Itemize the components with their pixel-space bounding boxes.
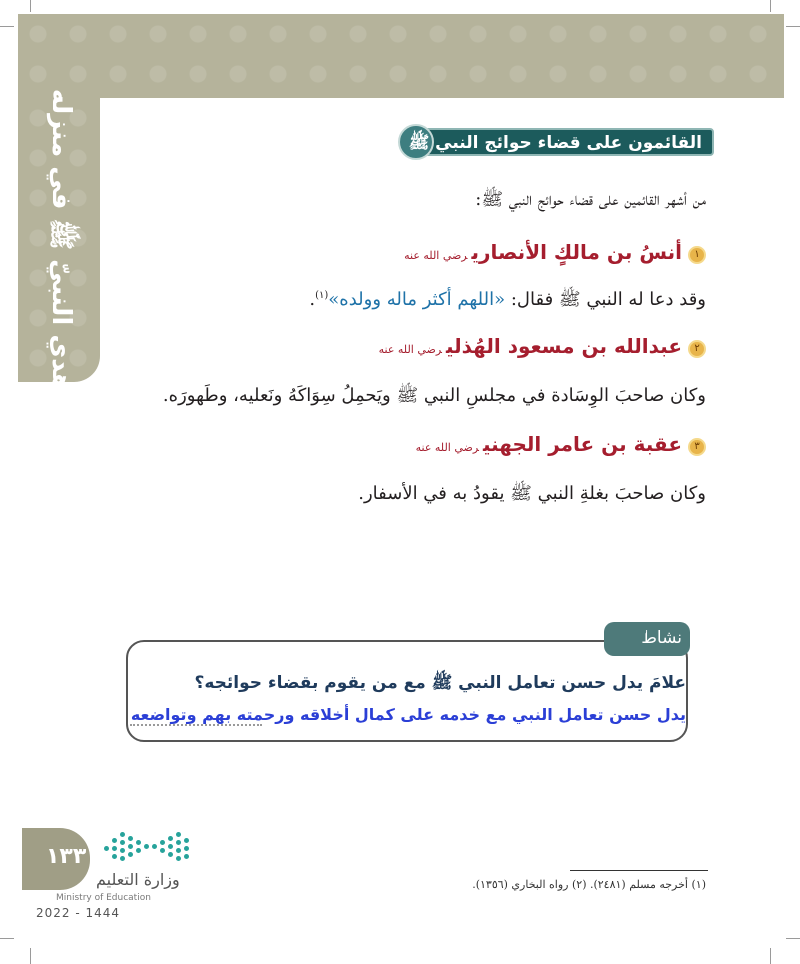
answer-dotted-line (130, 724, 262, 726)
person-heading-1 (404, 240, 706, 264)
page-number: ١٣٣ (46, 844, 87, 869)
honorific: رضي الله عنه (404, 249, 468, 262)
number-badge-icon: ٣ (688, 438, 706, 456)
prophet-quote: «اللهم أكثر ماله وولده» (328, 289, 506, 310)
page-number-tab (22, 828, 90, 890)
crop-mark (786, 938, 800, 939)
header-band (18, 14, 784, 98)
person-name: أنسُ بن مالكٍ الأنصاري (471, 240, 682, 264)
crop-mark (0, 26, 14, 27)
sidebar-title: هدي النبيّ ﷺ في منزله (46, 88, 77, 392)
person-text-1 (309, 288, 706, 314)
person-text-3: وكان صاحبَ بغلةِ النبي ﷺ يقودُ به في الأسفار. (358, 483, 706, 504)
section-heading-text: القائمون على قضاء حوائج النبي ﷺ (408, 133, 702, 153)
ministry-name-ar: وزارة التعليم (96, 870, 180, 889)
number-badge-icon: ٢ (688, 340, 706, 358)
honorific: رضي الله عنه (378, 343, 442, 356)
person-heading-2 (379, 334, 706, 358)
honorific: رضي الله عنه (415, 441, 479, 454)
number-badge-icon: ١ (688, 246, 706, 264)
crop-mark (30, 0, 31, 12)
intro-text: من أشهر القائمين على قضاء حوائج النبي ﷺ: (475, 189, 706, 210)
edition-year: 2022 - 1444 (36, 906, 121, 920)
activity-label-text: نشاط (641, 628, 682, 648)
footnote-ref: (١) (315, 290, 329, 301)
person-name: عبدالله بن مسعود الهُذلي (445, 334, 682, 358)
crop-mark (0, 938, 14, 939)
crop-mark (30, 948, 31, 964)
sidebar-tab (18, 88, 100, 392)
person-name: عقبة بن عامر الجهني (482, 432, 682, 456)
crop-mark (770, 0, 771, 12)
person-text-2: وكان صاحبَ الوِسَادة في مجلسِ النبي ﷺ ويَحمِلُ سِوَاكَهُ ونَعليه، وطَهورَه. (162, 385, 706, 406)
ministry-logo-icon (104, 832, 196, 862)
activity-question: علامَ يدل حسن تعامل النبي ﷺ مع من يقوم بقضاء حوائجه؟ (194, 673, 686, 693)
activity-answer: يدل حسن تعامل النبي مع خدمه على كمال أخلاقه ورحمته بهم وتواضعه (130, 705, 686, 724)
person-text-after: . (309, 289, 316, 310)
footnote: (١) أخرجه مسلم (٢٤٨١). (٢) رواه البخاري (١٣٥٦). (472, 878, 706, 891)
ministry-name-en: Ministry of Education (56, 893, 151, 903)
footnote-divider (570, 870, 708, 871)
crop-mark (786, 26, 800, 27)
question-mark-icon: ? (631, 620, 648, 653)
person-heading-3 (416, 432, 706, 456)
crop-mark (770, 948, 771, 964)
section-heading (398, 124, 714, 160)
person-text-before: وقد دعا له النبي ﷺ فقال: (505, 289, 706, 310)
